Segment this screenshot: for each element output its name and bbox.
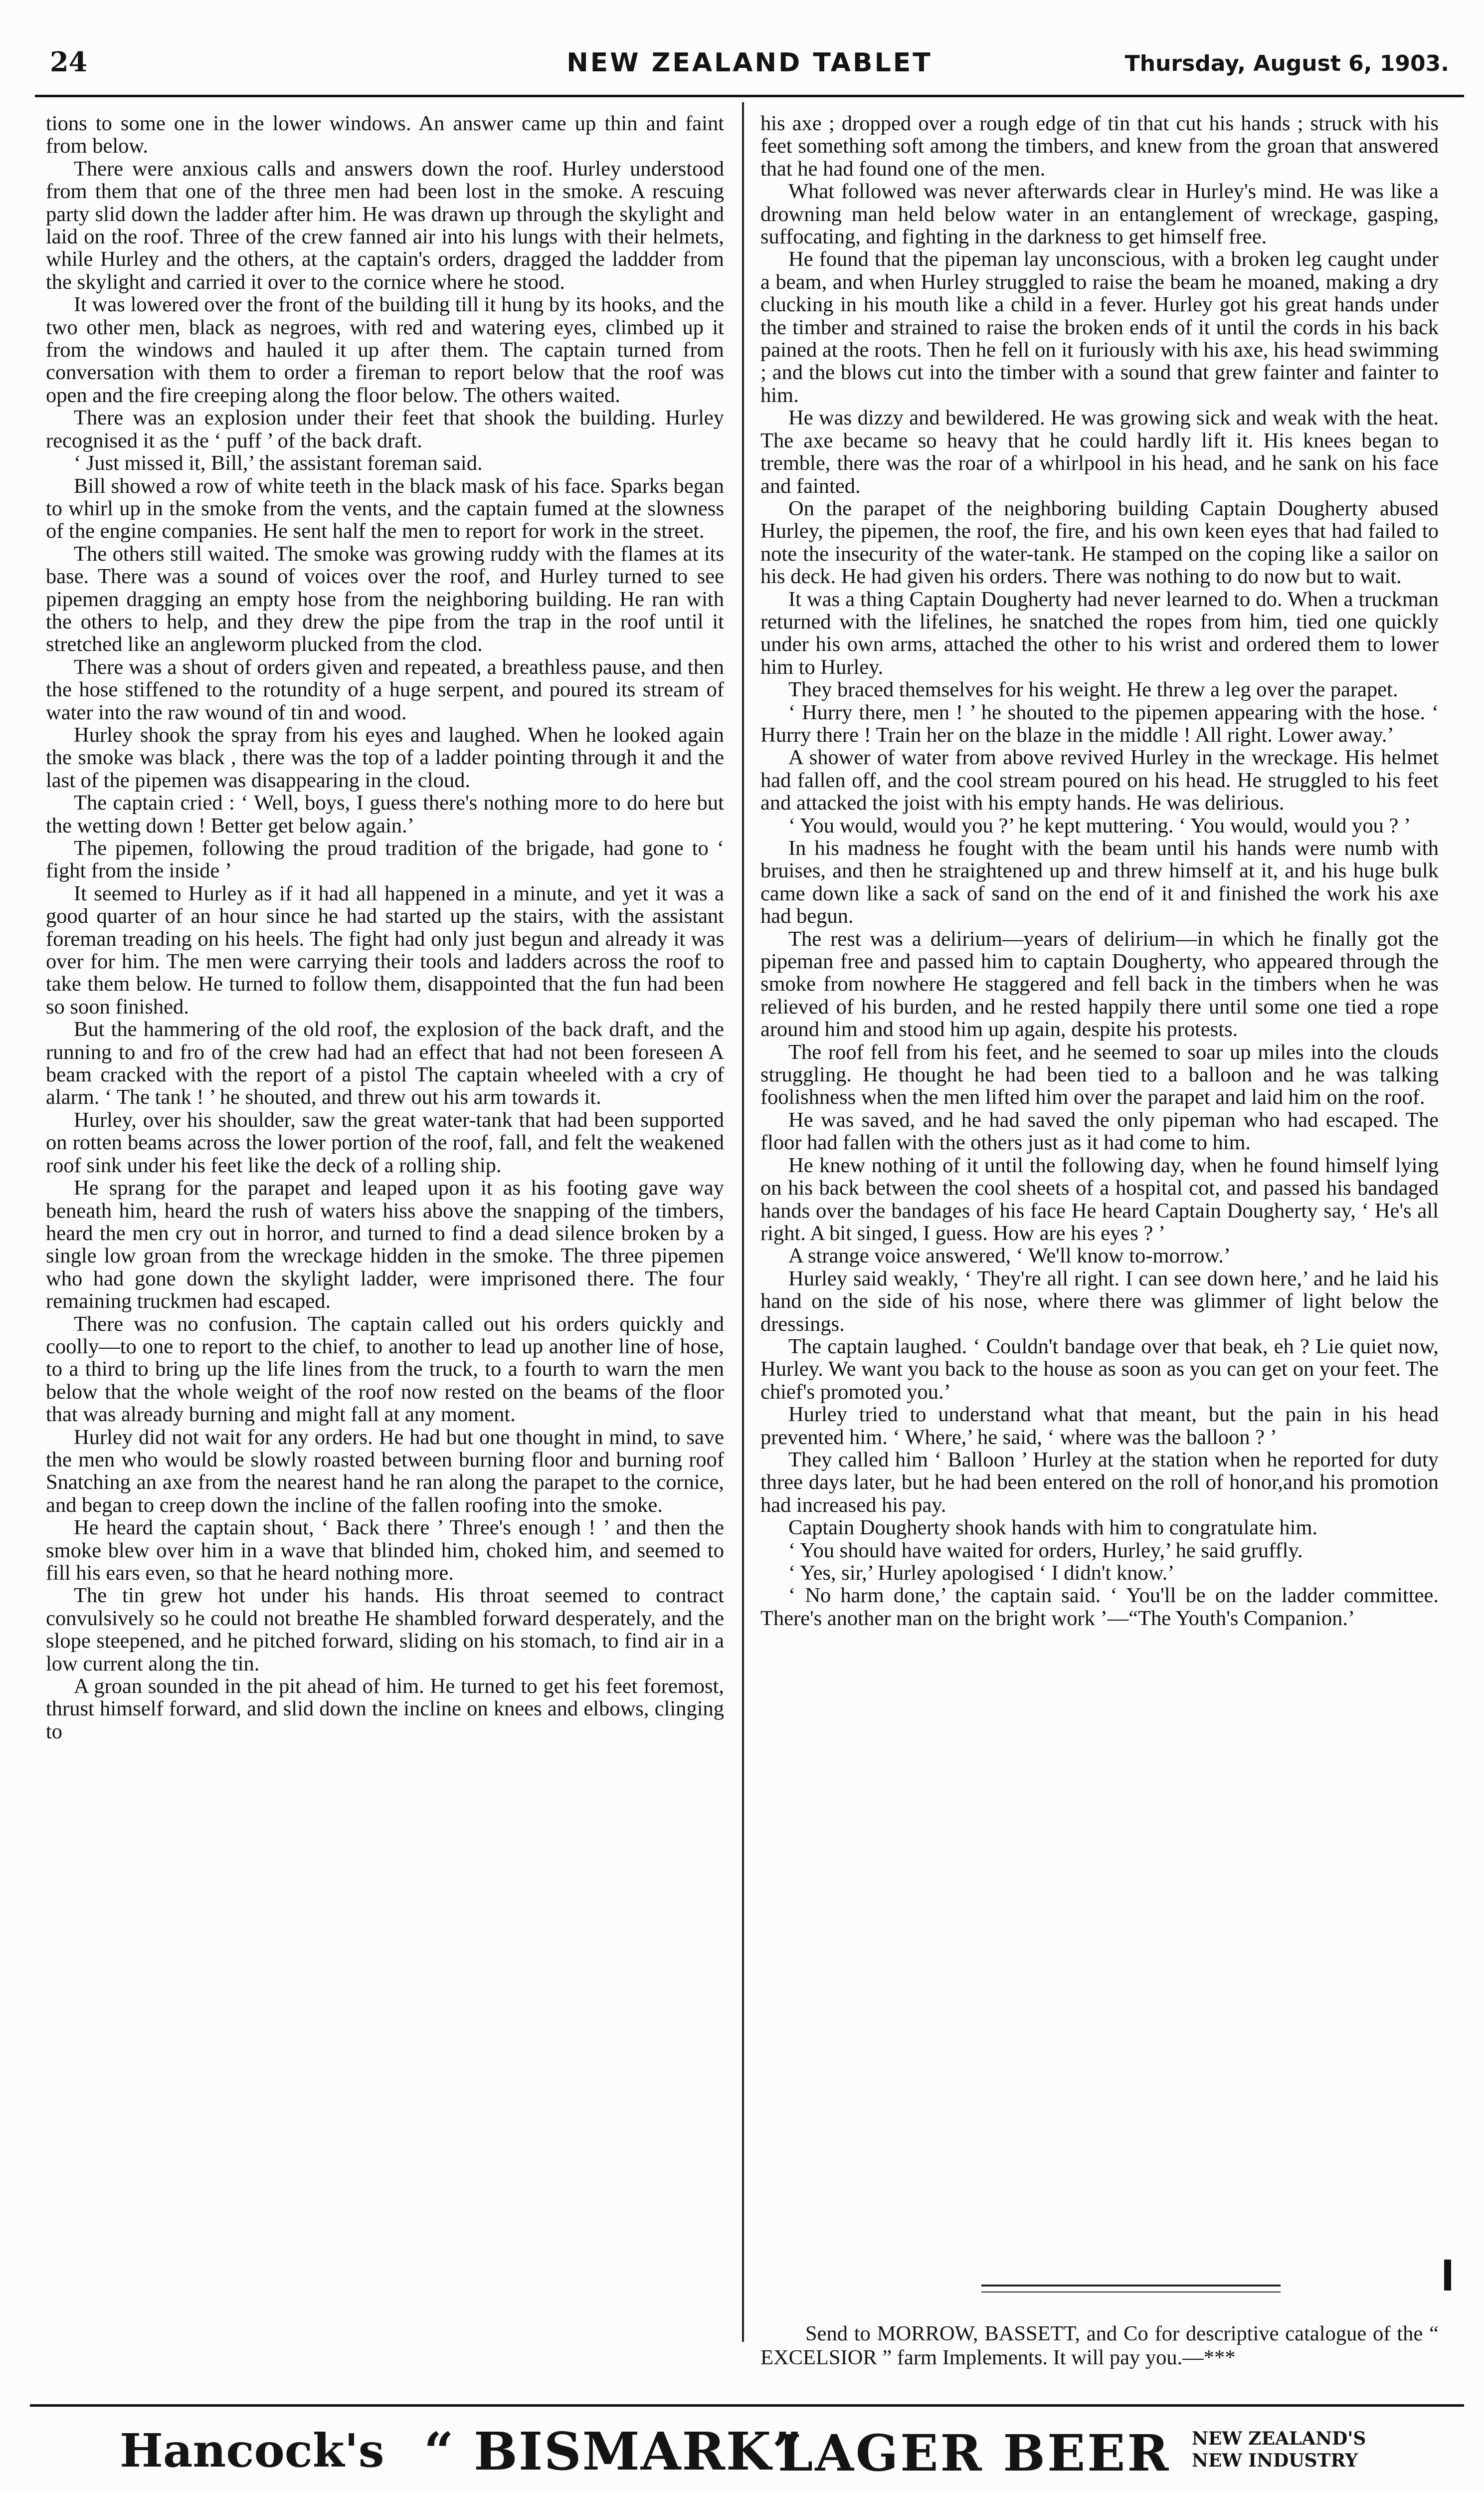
article-paragraph: A strange voice answered, ‘ We'll know to-morrow.’ (788, 1244, 1231, 1268)
ad-industry-line2: NEW INDUSTRY (1192, 2450, 1358, 2471)
article-paragraph: ‘ Hurry there, men ! ’ he shouted to the pipemen appearing with the hose. ‘ Hurry there ! Train her on the blaze in the middle ! All right. Lower away.’ (760, 700, 1439, 747)
article-end-rule (981, 2285, 1281, 2286)
ad-product: “ BISMARK” (424, 2421, 803, 2482)
article-paragraph: ‘ Just missed it, Bill,’ the assistant foreman said. (74, 451, 483, 475)
advert-notice (760, 2322, 1439, 2370)
article-paragraph: The tin grew hot under his hands. His throat seemed to contract convulsively so he could not breathe He shambled forward desperately, and the slope steepened, and he pitched forward, sliding on his stomach, to find air in a low current along the tin. (46, 1584, 724, 1675)
article-paragraph: There were anxious calls and answers down the roof. Hurley understood from them that one of the three men had been lost in the smoke. A rescuing party slid down the ladder after him. He was drawn up through the skylight and laid on the roof. Three of the crew fanned air into his lungs with their helmets, while Hurley and the others, at the captain's orders, dragged the laddder from the skylight and carried it over to the cornice where he stood. (46, 157, 724, 294)
article-paragraph: ‘ No harm done,’ the captain said. ‘ You'll be on the ladder committee. There's another man on the bright work ’—“The Youth's Companion.’ (760, 1584, 1439, 1630)
article-paragraph: Hurley tried to understand what that meant, but the pain in his head prevented him. ‘ Where,’ he said, ‘ where was the balloon ? ’ (760, 1403, 1439, 1449)
article-paragraph: his axe ; dropped over a rough edge of tin that cut his hands ; struck with his feet something soft among the timbers, and knew from the groan that answered that he had found one of the men. (760, 112, 1439, 181)
ad-industry-line1: NEW ZEALAND'S (1192, 2428, 1366, 2449)
notice-text: Send to MORROW, BASSETT, and Co for descriptive catalogue of the “ EXCELSIOR ” farm Implements. It will pay you.—*** (760, 2322, 1439, 2369)
article-paragraph: A shower of water from above revived Hurley in the wreckage. His helmet had fallen off, and the cool stream poured on his head. He struggled to his feet and attacked the joist with his empty hands. He was delirious. (760, 746, 1439, 815)
article-paragraph: It was a thing Captain Dougherty had never learned to do. When a truckman returned with the lifelines, he snatched the ropes from him, tied one quickly under his own arms, attached the other to his wrist and ordered them to lower him to Hurley. (760, 587, 1439, 679)
article-paragraph: In his madness he fought with the beam until his hands were numb with bruises, and then he straightened up and threw himself at it, and his huge bulk came down like a sack of sand on the end of it and finished the work his axe had begun. (760, 836, 1439, 928)
article-paragraph: There was an explosion under their feet that shook the building. Hurley recognised it as the ‘ puff ’ of the back draft. (46, 406, 724, 452)
article-paragraph: The captain cried : ‘ Well, boys, I guess there's nothing more to do here but the wetting down ! Better get below again.’ (46, 791, 724, 837)
article-paragraph: Hurley shook the spray from his eyes and laughed. When he looked again the smoke was black , there was the top of a ladder pointing through it and the last of the pipemen was disappearing in the cloud. (46, 723, 724, 792)
article-paragraph: On the parapet of the neighboring building Captain Dougherty abused Hurley, the pipemen, the roof, the fire, and his own keen eyes that had failed to note the insecurity of the water-tank. He stamped on the coping like a sailor on his deck. He had given his orders. There was nothing to do now but to wait. (760, 496, 1439, 589)
article-paragraph: Captain Dougherty shook hands with him to congratulate him. (788, 1516, 1318, 1540)
article-paragraph: They braced themselves for his weight. He threw a leg over the parapet. (788, 678, 1398, 702)
article-paragraph: But the hammering of the old roof, the explosion of the back draft, and the running to and fro of the crew had had an effect that had not been foreseen A beam cracked with the report of a pistol The captain wheeled with a cry of alarm. ‘ The tank ! ’ he shouted, and threw out his arm towards it. (46, 1018, 724, 1109)
article-paragraph: ‘ You would, would you ?’ he kept muttering. ‘ You would, would you ? ’ (788, 814, 1411, 837)
article-paragraph: Hurley, over his shoulder, saw the great water-tank that had been supported on rotten beams across the lower portion of the roof, fall, and felt the weakened roof sink under his feet like the deck of a rolling ship. (46, 1108, 724, 1177)
page-header (50, 46, 1449, 90)
left-column (46, 112, 724, 2372)
article-paragraph: The pipemen, following the proud tradition of the brigade, had gone to ‘ fight from the inside ’ (46, 836, 724, 883)
footer-rule (30, 2404, 1464, 2407)
masthead-title: NEW ZEALAND TABLET (566, 48, 932, 78)
article-paragraph: It seemed to Hurley as if it had all happened in a minute, and yet it was a good quarter of an hour since he had started up the stairs, with the assistant foreman treading on his heels. The fight had only just begun and already it was over for him. The men were carrying their tools and ladders across the roof to take them below. He turned to follow them, disappointed that the fun had been so soon finished. (46, 881, 724, 1019)
article-paragraph: Bill showed a row of white teeth in the black mask of his face. Sparks began to whirl up in the smoke from the vents, and the captain fumed at the slowness of the engine companies. He sent half the men to report for work in the street. (46, 474, 724, 543)
article-end-rule-thin (981, 2291, 1281, 2292)
ad-brand: Hancock's (120, 2424, 384, 2478)
article-paragraph: The rest was a delirium—years of delirium—in which he finally got the pipeman free and passed him to captain Dougherty, who appeared through the smoke from nowhere He staggered and fell back in the timbers when he was relieved of his burden, and he rested happily there until some one tied a rope around him and stood him up again, despite his protests. (760, 927, 1439, 1041)
ad-beer: LAGER BEER (778, 2424, 1171, 2483)
article-paragraph: He was saved, and he had saved the only pipeman who had escaped. The floor had fallen with the others just as it had come to him. (760, 1108, 1439, 1155)
article-paragraph: He was dizzy and bewildered. He was growing sick and weak with the heat. The axe became so heavy that he could hardly lift it. His knees began to tremble, there was the roar of a whirlpool in his head, and he sank on his face and fainted. (760, 406, 1439, 498)
page-number: 24 (50, 46, 88, 78)
article-paragraph: Hurley said weakly, ‘ They're all right. I can see down here,’ and he laid his hand on the side of his nose, where there was glimmer of light below the dressings. (760, 1266, 1439, 1336)
ad-industry (1192, 2428, 1366, 2472)
article-paragraph: tions to some one in the lower windows. An answer came up thin and faint from below. (46, 112, 724, 158)
article-paragraph: He found that the pipeman lay unconscious, with a broken leg caught under a beam, and when Hurley struggled to raise the beam he moaned, making a dry clucking in his mouth like a child in a fever. Hurley got his great hands under the timber and strained to raise the broken ends of it until the cords in his back pained at the roots. Then he fell on it furiously with his axe, his head swimming ; and the blows cut into the timber with a sound that grew fainter and fainter to him. (760, 247, 1439, 407)
beer-advertisement (30, 2417, 1464, 2482)
article-paragraph: It was lowered over the front of the building till it hung by its hooks, and the two other men, black as negroes, with red and watering eyes, climbed up it from the windows and hauled it up after them. The captain turned from conversation with them to order a fireman to report below that the roof was open and the fire creeping along the floor below. The others waited. (46, 293, 724, 407)
header-rule (35, 95, 1464, 97)
article-paragraph: Hurley did not wait for any orders. He had but one thought in mind, to save the men who would be slowly roasted between burning floor and burning roof Snatching an axe from the nearest hand he ran along the parapet to the cornice, and began to creep down the incline of the fallen roofing into the smoke. (46, 1425, 724, 1517)
column-divider (742, 102, 744, 2342)
article-paragraph: What followed was never afterwards clear in Hurley's mind. He was like a drowning man held below water in an entanglement of wreckage, gasping, suffocating, and fighting in the darkness to get himself free. (760, 180, 1439, 249)
right-column (760, 112, 1439, 2292)
issue-date: Thursday, August 6, 1903. (1124, 51, 1449, 76)
article-paragraph: The captain laughed. ‘ Couldn't bandage over that beak, eh ? Lie quiet now, Hurley. We want you back to the house as soon as you can get on your feet. The chief's promoted you.’ (760, 1334, 1439, 1404)
article-paragraph: He heard the captain shout, ‘ Back there ’ Three's enough ! ’ and then the smoke blew over him in a wave that blinded him, choked him, and seemed to fill his ears even, so that he heard nothing more. (46, 1516, 724, 1585)
article-paragraph: There was a shout of orders given and repeated, a breathless pause, and then the hose stiffened to the rotundity of a huge serpent, and poured its stream of water into the raw wound of tin and wood. (46, 655, 724, 724)
margin-mark (1444, 2260, 1451, 2290)
article-paragraph: He sprang for the parapet and leaped upon it as his footing gave way beneath him, heard the rush of waters hiss above the snapping of the timbers, heard the men cry out in horror, and turned to find a dead silence broken by a single low groan from the wreckage hidden in the smoke. The three pipemen who had gone down the skylight ladder, were imprisoned there. The four remaining truckmen had escaped. (46, 1176, 724, 1313)
article-paragraph: The others still waited. The smoke was growing ruddy with the flames at its base. There was a sound of voices over the roof, and Hurley turned to see pipemen dragging an empty hose from the neighboring building. He ran with the others to help, and they drew the pipe from the trap in the roof until it stretched like an angleworm plucked from the clod. (46, 542, 724, 656)
article-paragraph: There was no confusion. The captain called out his orders quickly and coolly—to one to report to the chief, to another to lead up another line of hose, to a third to bring up the life lines from the truck, to a fourth to warn the men below that the whole weight of the roof now rested on the beams of the floor that was already burning and might fall at any moment. (46, 1312, 724, 1427)
article-paragraph: He knew nothing of it until the following day, when he found himself lying on his back between the cool sheets of a hospital cot, and passed his bandaged hands over the bandages of his face He heard Captain Dougherty say, ‘ He's all right. A bit singed, I guess. How are his eyes ? ’ (760, 1153, 1439, 1245)
article-paragraph: ‘ You should have waited for orders, Hurley,’ he said gruffly. (788, 1538, 1303, 1562)
article-paragraph: They called him ‘ Balloon ’ Hurley at the station when he reported for duty three days later, but he had been entered on the roll of honor,and his promotion had increased his pay. (760, 1448, 1439, 1517)
article-paragraph: ‘ Yes, sir,’ Hurley apologised ‘ I didn't know.’ (788, 1561, 1175, 1585)
article-paragraph: A groan sounded in the pit ahead of him. He turned to get his feet foremost, thrust himself forward, and slid down the incline on knees and elbows, clinging to (46, 1674, 724, 1743)
article-paragraph: The roof fell from his feet, and he seemed to soar up miles into the clouds struggling. He thought he had been tied to a balloon and he was talking foolishness when the men lifted him over the parapet and laid him on the roof. (760, 1040, 1439, 1109)
